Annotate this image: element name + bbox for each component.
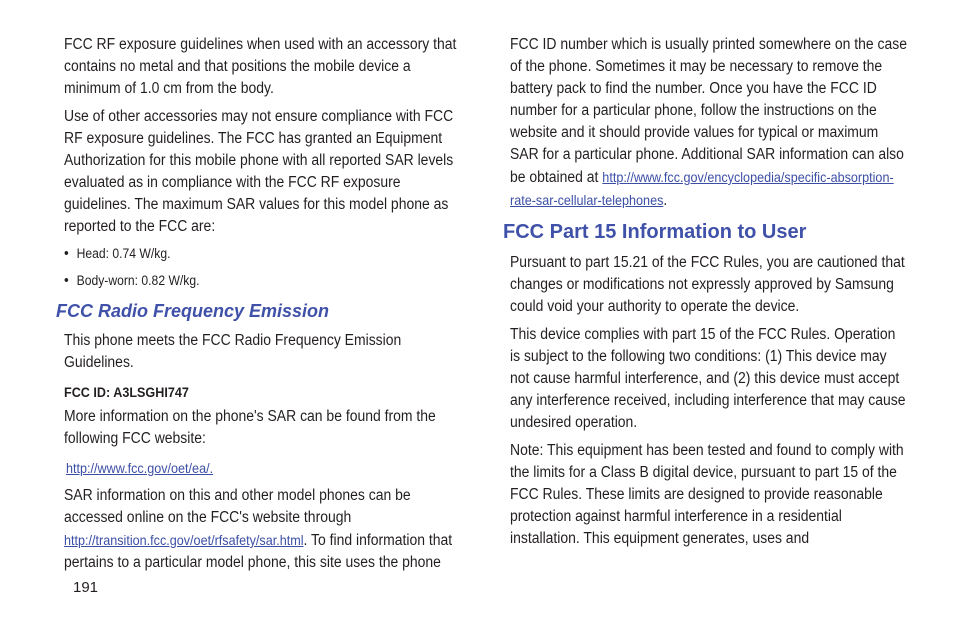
sar-information-text-start: SAR information on this and other model phones can be accessed online on the FCC's website through bbox=[64, 487, 411, 526]
fcc-id: FCC ID: A3LSGHI747 bbox=[64, 384, 189, 400]
heading-fcc-part-15: FCC Part 15 Information to User bbox=[503, 221, 807, 243]
paragraph-part-15-conditions: This device complies with part 15 of the FCC Rules. Operation is subject to the following two conditions: (1) This device may not cause harmful interference, and (2) this device must accept any interference received, including interference that may cause undesired operation. bbox=[510, 326, 906, 431]
fcc-id-number-text: FCC ID number which is usually printed somewhere on the case of the phone. Sometimes it may be necessary to remove the battery pack to find the number. Once you have the FCC ID number for a particular phone, follow the instructions on the website and it should provide values for typical or maximum SAR for a particular phone. Additional SAR information can also be obtained at bbox=[510, 36, 907, 186]
paragraph-other-accessories: Use of other accessories may not ensure compliance with FCC RF exposure guidelines. The FCC has granted an Equipment Authorization for this mobile phone with all reported SAR levels evaluated as in compliance with the FCC RF exposure guidelines. The maximum SAR values for this model phone as reported to the FCC are: bbox=[64, 108, 454, 235]
fcc-rfsafety-link[interactable]: http://transition.fcc.gov/oet/rfsafety/sar.html bbox=[64, 532, 304, 548]
left-column bbox=[56, 34, 464, 580]
paragraph-fcc-id-number bbox=[510, 34, 908, 212]
fcc-ea-link[interactable]: http://www.fcc.gov/oet/ea/. bbox=[66, 460, 214, 476]
page-number: 191 bbox=[73, 579, 99, 596]
fcc-id-number-text-end: . bbox=[663, 192, 668, 209]
bullet-body-worn-sar: • Body-worn: 0.82 W/kg. bbox=[64, 271, 476, 291]
fcc-ea-link-line bbox=[66, 456, 466, 480]
bullet-head-sar: • Head: 0.74 W/kg. bbox=[64, 244, 476, 264]
paragraph-accessory-guidelines: FCC RF exposure guidelines when used with an accessory that contains no metal and that positions the mobile device a minimum of 1.0 cm from the body. bbox=[64, 36, 457, 97]
paragraph-part-15-21: Pursuant to part 15.21 of the FCC Rules, you are cautioned that changes or modifications not expressly approved by Samsung could void your authority to operate the device. bbox=[510, 254, 905, 315]
right-column bbox=[503, 34, 908, 556]
sar-information-text-end: . To find information that pertains to a particular model phone, this site uses the phone bbox=[64, 532, 453, 571]
heading-fcc-radio-frequency-emission: FCC Radio Frequency Emission bbox=[56, 301, 330, 321]
paragraph-sar-information bbox=[64, 485, 464, 574]
paragraph-meets-guidelines: This phone meets the FCC Radio Frequency Emission Guidelines. bbox=[64, 332, 402, 371]
paragraph-class-b-note: Note: This equipment has been tested and found to comply with the limits for a Class B digital device, pursuant to part 15 of the FCC Rules. These limits are designed to provide reasonable protection against harmful interference in a residential installation. This equipment generates, uses and bbox=[510, 442, 904, 547]
paragraph-more-information: More information on the phone's SAR can be found from the following FCC website: bbox=[64, 408, 436, 447]
fcc-sar-encyclopedia-link[interactable]: http://www.fcc.gov/encyclopedia/specific-absorption-rate-sar-cellular-telephones bbox=[510, 169, 894, 208]
